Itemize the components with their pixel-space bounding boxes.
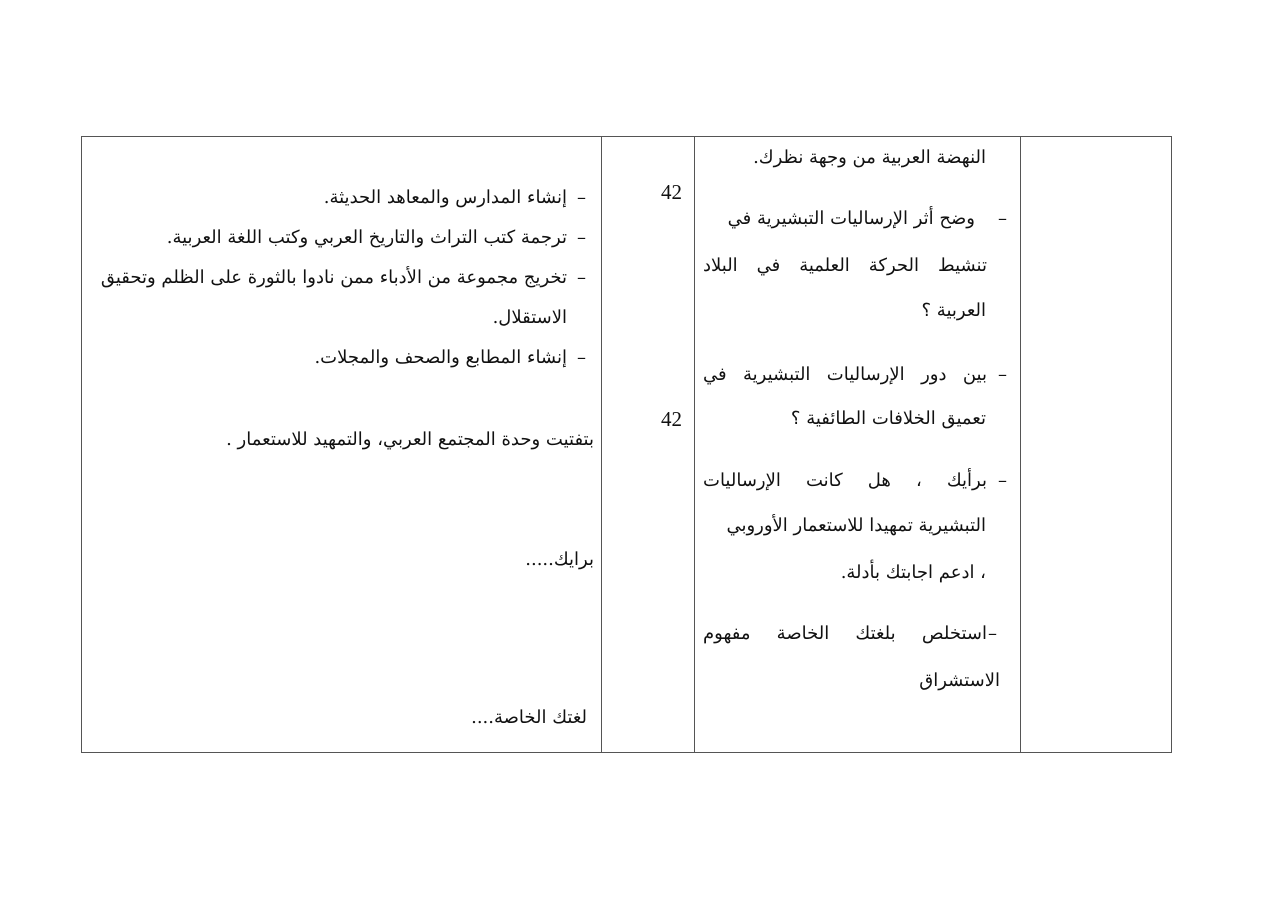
answer-5: بتفتيت وحدة المجتمع العربي، والتمهيد للاستعمار . bbox=[226, 429, 594, 450]
question-2-line-1: بين دور الإرساليات التبشيرية في bbox=[703, 364, 987, 385]
column-divider bbox=[694, 137, 695, 752]
page-number: 42 bbox=[661, 407, 682, 431]
question-2-line-2: تعميق الخلافات الطائفية ؟ bbox=[790, 408, 986, 429]
answer-3-line-1: تخريج مجموعة من الأدباء ممن نادوا بالثورة على الظلم وتحقيق bbox=[100, 267, 567, 288]
question-intro: النهضة العربية من وجهة نظرك. bbox=[753, 147, 986, 168]
column-divider bbox=[1020, 137, 1021, 752]
bullet-dash: – bbox=[998, 470, 1007, 491]
bullet-dash: – bbox=[577, 227, 586, 248]
answer-6: برايك..... bbox=[525, 549, 594, 570]
question-1-line-3: العربية ؟ bbox=[921, 300, 986, 321]
question-3-line-3: ، ادعم اجابتك بأدلة. bbox=[840, 562, 986, 583]
bullet-dash: – bbox=[988, 623, 997, 644]
column-divider bbox=[601, 137, 602, 752]
answer-2: ترجمة كتب التراث والتاريخ العربي وكتب اللغة العربية. bbox=[166, 227, 567, 248]
question-1-line-2: تنشيط الحركة العلمية في البلاد bbox=[703, 255, 987, 276]
bullet-dash: – bbox=[577, 187, 586, 208]
bullet-dash: – bbox=[998, 364, 1007, 385]
question-1-line-1: وضح أثر الإرساليات التبشيرية في bbox=[727, 208, 975, 229]
answer-7: لغتك الخاصة.... bbox=[471, 707, 587, 728]
answer-1: إنشاء المدارس والمعاهد الحديثة. bbox=[323, 187, 567, 208]
bullet-dash: – bbox=[998, 208, 1007, 229]
question-4-line-2: الاستشراق bbox=[919, 670, 1000, 691]
question-4-line-1: استخلص بلغتك الخاصة مفهوم bbox=[703, 623, 987, 644]
answer-4: إنشاء المطابع والصحف والمجلات. bbox=[314, 347, 567, 368]
question-3-line-2: التبشيرية تمهيدا للاستعمار الأوروبي bbox=[726, 515, 986, 536]
answer-3-line-2: الاستقلال. bbox=[492, 307, 567, 328]
bullet-dash: – bbox=[577, 267, 586, 288]
bullet-dash: – bbox=[577, 347, 586, 368]
page-number: 42 bbox=[661, 180, 682, 204]
question-3-line-1: برأيك ، هل كانت الإرساليات bbox=[703, 470, 987, 491]
